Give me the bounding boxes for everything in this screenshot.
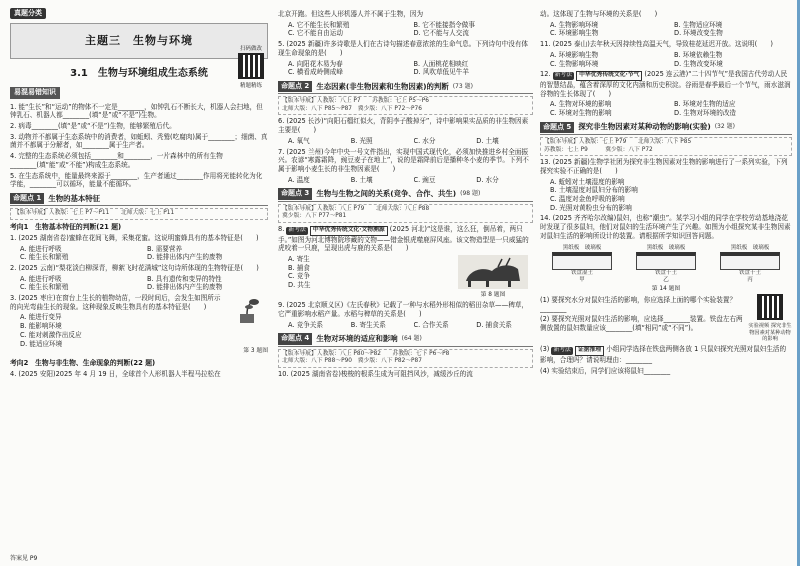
question-10-options: A. 生物影响环境 B. 生物适应环境 C. 环境影响生物 D. 环境改变生物 xyxy=(550,20,723,38)
tray-icon xyxy=(552,252,612,270)
easy-item: 2. 病毒________(填“是”或“不是”)生物，能够繁殖后代。 xyxy=(10,122,176,131)
easy-mistake-tag: 易混易错知识 xyxy=(10,87,60,98)
qr-code-icon[interactable] xyxy=(238,53,264,79)
question-9-options: A. 竞争关系 B. 寄生关系 C. 合作关系 D. 捕食关系 xyxy=(288,320,512,329)
version-nav: 【版本导航】人教版：七上 P7～P11 北师大版：七上 P11 xyxy=(10,208,268,220)
new-format-tag: 新考法 xyxy=(553,347,571,354)
figure-8-caption: 第 8 题图 xyxy=(480,291,506,298)
easy-list xyxy=(10,103,268,189)
easy-item: 4. 完整的生态系统必须包括________和________，一片森林中的所有生物________(填“能”或“不能”)构成生态系统。 xyxy=(10,152,223,169)
tray-icon xyxy=(720,252,780,270)
easy-item: 1. 能“生长”和“运动”的物体不一定是________，如钟乳石不断长大，机器人会扫地，但钟乳石、机器人都________(填“是”或“不是”)生物。 xyxy=(10,102,263,120)
qr-code-icon[interactable] xyxy=(757,294,783,320)
question-6: 6. (2025 长沙)“向阳石榴红似火，背阴李子酸掉牙”，诗中影响果实品质的非生物因素主要是( ) xyxy=(278,117,529,135)
tray-a: 黑纸板 玻璃板 铁盘湿土 甲 xyxy=(552,245,612,285)
column-middle xyxy=(278,8,533,560)
answer-reference: 答案见 P9 xyxy=(10,555,38,563)
question-3-options: A. 能进行变异 B. 能影响环境 C. 能对刺激作出反应 D. 能适应环境 xyxy=(20,313,82,348)
tray-figure xyxy=(540,245,792,285)
question-14: 14. (2025 齐齐哈尔改编)鼠妇，也称“潮虫”。某学习小组的同学在学校劳动基地浇花时发现了很多鼠妇，他们对鼠妇的生活环境产生了兴趣。如图为小组探究某非生物因素对鼠妇生活的影响所设计的装置。请根据所学知识回答问题。 xyxy=(540,214,791,240)
question-1: 1. (2025 湖南省卷)蜜蜂在花间飞舞，采集花蜜。这说明蜜蜂具有的基本特征是( ) xyxy=(10,233,259,242)
question-2-options: A. 能进行呼吸 B. 具有遗传和变异的特性 C. 能生长和繁殖 D. 能排出体内产生的废物 xyxy=(20,274,223,292)
tiger-deer-artifact-icon xyxy=(458,255,528,289)
question-5: 5. (2025 新疆)许多诗歌是人们在古诗句描述春意浓浓的生命气息。下列诗句中没有体现生命现象的是( ) xyxy=(278,40,529,57)
sub-question-3: (3) 新考法 证据推理 小组同学选择在铁盘两侧各放 1 只鼠妇探究光照对鼠妇生活的影响，合理吗？请说明理由：________ xyxy=(540,345,787,364)
video-qr-block[interactable]: 实验视频 探究非生物因素对某种动物的影响 xyxy=(748,294,792,343)
figure-14-caption: 第 14 题图 xyxy=(651,286,681,293)
column-right xyxy=(540,8,792,560)
question-6-options: A. 氧气 B. 光照 C. 水分 D. 土壤 xyxy=(288,136,499,145)
point-1-header xyxy=(10,193,268,206)
version-nav: 【版本导航】人教版：八上 P7 苏教版：七上 P5～P6 北师大版：八下 P85～P87 冀少版：八下 P72～P76 xyxy=(278,96,533,115)
qr-caption-2: 精题精练 xyxy=(239,82,262,89)
point-title: 生物的基本特征 xyxy=(48,193,101,203)
question-7: 7. (2025 兰州)今年中央一号文件指出，实现中国式现代化，必须加快推进乡村全面振兴。农谚“寒露霜降，豌豆麦子在地上”，说的是霜降前后是播种冬小麦的季节。下列不属于影响小麦生长的非生物因素是( ) xyxy=(278,147,529,173)
easy-item: 5. 在生态系统中，能量最终来源于________，生产者通过________作用将光能转化为化学能，________可以循环，能量不能循环。 xyxy=(10,171,263,189)
question-13-options: A. 蚯蚓对土壤湿度的影响 B. 土壤湿度对鼠妇分布的影响 C. 温度对金鱼呼吸的影响 D. 光照对黄粉虫分布的影响 xyxy=(550,177,638,212)
point-5-header: 命题点 5 探究非生物因素对某种动物的影响(实验) (32 题) xyxy=(540,122,792,135)
version-nav: 【版本导航】人教版：八上 P80～P82 苏教版：七下 P6～P8 北师大版：八下 P88～P90 冀少版：八下 P82～P87 xyxy=(278,349,533,368)
question-7-options: A. 温度 B. 土壤 C. 豌豆 D. 水分 xyxy=(288,175,499,184)
question-11-options: A. 环境影响生物 B. 环境依赖生物 C. 生物影响环境 D. 生物改变环境 xyxy=(550,50,723,68)
seedling-plant-icon xyxy=(228,294,268,324)
tray-icon xyxy=(636,252,696,270)
culture-tag: 中华优秀传统文化·节气 xyxy=(576,71,642,81)
question-13: 13. (2025 新疆)生物学社团为探究非生物因素对生物的影响进行了一系列实验，下列探究实验不正确的是( ) xyxy=(540,158,788,175)
question-8: 8. 新考法 中华优秀传统文化·文物溯源 (2025 河北)“这是谁，这么狂，倒吊着，两只手。”如图为河北博物院珍藏的文物——错金银虎噬鹿屏风座。该文物造型是一只威猛的虎咬着一只鹿，呈现出虎与鹿的关系是( ) xyxy=(278,224,529,253)
qr-caption: 扫码做改 xyxy=(239,46,262,52)
question-4-options: A. 它不能生长和繁殖 B. 它不能接指令做事 C. 它不能自由运动 D. 它不能与人交流 xyxy=(288,20,475,38)
theme-title: 主题三 生物与环境 xyxy=(10,23,268,59)
new-format-tag: 新考法 xyxy=(554,72,573,79)
question-12: 12. 新考法 中华优秀传统文化·节气 (2025 连云港)“二十四节气”是我国古代劳动人民的智慧结晶，蕴含着深厚的文化内涵和历史积淀。谷雨是春季最后一个节气，雨水滋润谷物的生长体现了( ) xyxy=(540,70,791,98)
question-1-options: A. 能进行呼吸 B. 需要营养 C. 能生长和繁殖 D. 能排出体内产生的废物 xyxy=(20,244,223,262)
easy-item: 3. 动物并不都属于生态系统中的消费者，如蚯蚓、秃鹫(吃腐肉)属于________；细菌、真菌并不都属于分解者，如________属于生产者。 xyxy=(10,132,268,150)
sub-question-1: (1) 要探究水分对鼠妇生活的影响，你应选择上面的哪个实验装置？________ xyxy=(540,295,737,313)
qr-block[interactable] xyxy=(234,46,268,90)
question-3: 3. (2025 枣庄)在窗台上生长的植物幼苗，一段时间后，会发生如图所示的向光弯曲生长的现象。这种现象反映生物具有的基本特征是( ) xyxy=(10,294,268,311)
question-5-options: A. 向阳花木易为春 B. 人面桃花相映红 C. 横看成岭侧成峰 D. 风吹草低见牛羊 xyxy=(288,59,469,77)
point-2-header: 命题点 2 生态因素(非生物因素和生物因素)的判断 (73 题) xyxy=(278,81,533,94)
direction-2: 考向2 生物与非生物、生命现象的判断(22 题) xyxy=(10,358,156,367)
point-badge: 命题点 1 xyxy=(10,193,44,204)
reasoning-tag: 证据推理 xyxy=(575,346,604,356)
question-4-continued: 北京开跑。但这些人形机器人并不属于生物，因为 xyxy=(278,10,424,18)
category-badge: 真题分类 xyxy=(10,8,46,19)
version-nav: 【版本导航】人教版：七上 P79 北师大版：八下 P85 苏教版：七上 P9 冀少版：八下 P72 xyxy=(540,137,792,156)
question-11: 11. (2025 泰山)去年秋天因持续性高温天气，导致桂花延迟开放。这说明( ) xyxy=(540,40,773,49)
question-10-continued: 动。这体现了生物与环境的关系是( ) xyxy=(540,10,658,18)
sub-question-4: (4) 实验结束后，同学们应该将鼠妇________ xyxy=(540,366,671,375)
question-4: 4. (2025 安阳)2025 年 4 月 19 日，全球首个人形机器人半程马拉松在 xyxy=(10,369,221,378)
tray-c: 黑纸板 玻璃板 铁盘干土 丙 xyxy=(720,245,780,285)
new-format-tag: 新考法 xyxy=(288,226,306,233)
section-title: 3.1 生物与环境组成生态系统 xyxy=(70,68,208,80)
version-nav: 【版本导航】人教版：八上 P79 北师大版：八上 P88 冀少版：八下 P77～P81 xyxy=(278,204,533,223)
sub-question-2: (2) 要探究光照对鼠妇生活的影响，应选择________装置。铁盘左右两侧放置的鼠妇数量应该________(填“相同”或“不同”)。 xyxy=(540,315,743,333)
point-4-header: 命题点 4 生物对环境的适应和影响 (64 题) xyxy=(278,333,533,346)
point-3-header: 命题点 3 生物与生物之间的关系(竞争、合作、共生) (98 题) xyxy=(278,188,533,201)
question-12-options: A. 生物对环境的影响 B. 环境对生物的适应 C. 环境对生物的影响 D. 生物对环境的改造 xyxy=(550,100,737,117)
figure-3-caption: 第 3 题图 xyxy=(243,348,268,355)
question-2: 2. (2025 云南)“梨花淡白柳深青，柳絮飞时花满城”这句诗所体现的生物特征是( ) xyxy=(10,263,259,272)
tray-b: 黑纸板 玻璃板 铁盘干土 乙 xyxy=(636,245,696,285)
direction-1: 考向1 生物基本特征的判断(21 题) xyxy=(10,222,122,231)
question-8-options: A. 寄生 B. 捕食 C. 竞争 D. 共生 xyxy=(288,254,311,290)
culture-tag: 中华优秀传统文化·文物溯源 xyxy=(310,226,388,236)
column-left xyxy=(10,8,268,560)
question-10: 10. (2025 湖南省卷)梭梭的根系生成为可阻挡风沙，减缓沙丘的流 xyxy=(278,369,473,378)
question-9: 9. (2025 北京顺义区)《左氏春秋》记载了一种与水稻外形相似的稻田杂草——稗草，它严重影响水稻产量。水稻与稗草的关系是( ) xyxy=(278,301,529,318)
